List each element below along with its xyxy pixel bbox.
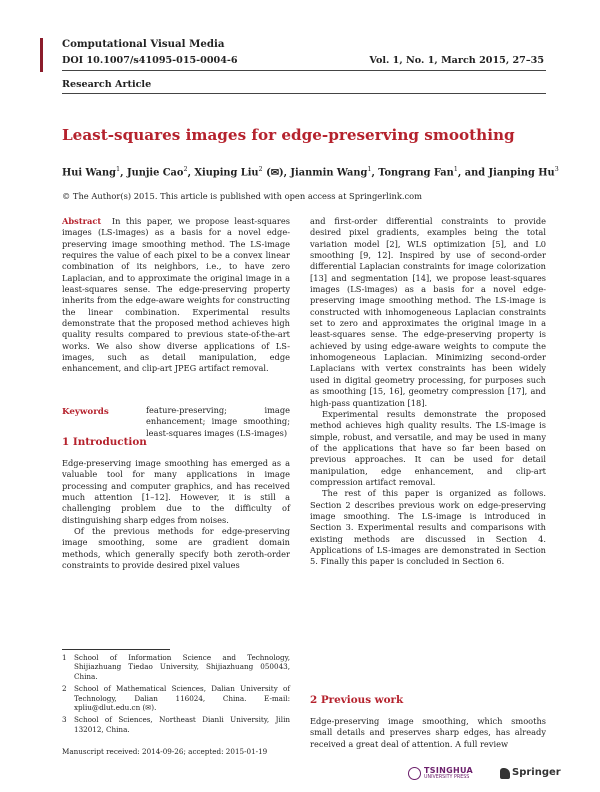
abstract-text: In this paper, we propose least-squares images (LS-images) as a basis for a novel edge-preserving image smoothing method. The LS-image requires the value of each pixel to be a convex linear combination of its neighbors, i.e., to have zero Laplacian, and to approximate the original image in a least-squares sense. The edge-preserving property inherits from the edge-aware weights for constructing the linear combination. Experimental results demonstrate that the proposed method achieves high quality results compared to previous state-of-the-art works. We also show diverse applications of LS-images, such as detail manipulation, edge enhancement, and clip-art JPEG artifact removal. xyxy=(62,216,290,374)
paper-title: Least-squares images for edge-preserving smoothing xyxy=(62,126,515,144)
author: Tongrang Fan xyxy=(378,167,454,179)
tsinghua-seal-icon xyxy=(408,767,421,780)
section-title-previous-work: 2 Previous work xyxy=(310,694,404,706)
abstract-label: Abstract xyxy=(62,216,102,226)
doi[interactable]: DOI 10.1007/s41095-015-0004-6 xyxy=(62,55,238,66)
author-list: Hui Wang$^1$, Junjie Cao$^2$, Xiuping Liu$^2$ (✉), Jianmin Wang$^1$, Tongrang Fan$^1$, and Jianping Hu$^3$ xyxy=(62,165,559,179)
copyright-line: © The Author(s) 2015. This article is published with open access at Springerlink.com xyxy=(62,191,423,201)
article-type-rule xyxy=(62,93,546,94)
author: Jianping Hu xyxy=(488,167,555,179)
article-type: Research Article xyxy=(62,79,152,90)
section-title-introduction: 1 Introduction xyxy=(62,436,147,448)
journal-name: Computational Visual Media xyxy=(62,38,225,50)
author-affiliation: 1 xyxy=(453,165,458,173)
author-affiliation: 2 xyxy=(258,165,263,173)
paragraph: Experimental results demonstrate the proposed method achieves high quality results. The LS-image is simple, robust, and versatile, and may be used in many of the applications that have so far been based on previous approaches. It can be used for detail manipulation, edge enhancement, and clip-art compression artifact removal. xyxy=(310,408,546,487)
previous-work-body xyxy=(310,716,546,750)
author: Hui Wang xyxy=(62,167,116,179)
author: Jianmin Wang xyxy=(290,167,368,179)
author: Junjie Cao xyxy=(126,167,184,179)
introduction-body xyxy=(62,458,290,571)
footnotes xyxy=(62,653,290,737)
keywords-label: Keywords xyxy=(62,407,109,417)
author-affiliation: 2 xyxy=(183,165,188,173)
footnote-rule xyxy=(62,649,170,650)
keywords-text: feature-preserving; image enhancement; image smoothing; least-squares images (LS-images) xyxy=(146,405,290,438)
footnote: 2 School of Mathematical Sciences, Dalian University of Technology, Dalian 116024, China. E-mail: xpliu@dlut.edu.cn (✉). xyxy=(62,684,290,713)
paragraph: Edge-preserving image smoothing has emerged as a valuable tool for many applications in image processing and computer graphics, and has received much attention [1–12]. However, it is still a challenging problem due to the difficulty of distinguishing sharp edges from noises. xyxy=(62,458,290,525)
paragraph: Of the previous methods for edge-preserving image smoothing, some are gradient domain methods, which generally specify both zeroth-order constraints to provide desired pixel values xyxy=(62,526,290,571)
author-affiliation: 3 xyxy=(554,165,559,173)
right-column-body xyxy=(310,216,546,568)
author: Xiuping Liu xyxy=(194,167,259,179)
header-rule xyxy=(62,70,546,71)
publisher-logos: TSINGHUA UNIVERSITY PRESS Springer xyxy=(408,766,548,786)
paragraph: Edge-preserving image smoothing, which smooths small details and preserves sharp edges, has already received a great deal of attention. A full review xyxy=(310,716,546,749)
corresponding-mail-icon[interactable]: (✉), xyxy=(262,167,291,179)
author-affiliation: 1 xyxy=(115,165,121,173)
paragraph: The rest of this paper is organized as follows. Section 2 describes previous work on edge-preserving image smoothing. The LS-image is introduced in Section 3. Experimental results and comparisons with existing methods are discussed in Section 4. Applications of LS-images are demonstrated in Section 5. Finally this paper is concluded in Section 6. xyxy=(310,488,546,567)
volume-info: Vol. 1, No. 1, March 2015, 27–35 xyxy=(369,55,544,66)
manuscript-dates: Manuscript received: 2014-09-26; accepted: 2015-01-19 xyxy=(62,747,268,756)
footnote: 1 School of Information Science and Technology, Shijiazhuang Tiedao University, Shijiazhuang 050043, China. xyxy=(62,653,290,681)
springer-horse-icon xyxy=(500,768,510,779)
abstract xyxy=(62,216,290,375)
footnote: 3 School of Sciences, Northeast Dianli University, Jilin 132012, China. xyxy=(62,715,290,734)
header-accent-bar xyxy=(40,38,43,72)
author-affiliation: 1 xyxy=(367,165,372,173)
paragraph: and first-order differential constraints to provide desired pixel gradients, examples being the total variation model [2], WLS optimization [5], and L0 smoothing [9, 12]. Inspired by use of second-order differential Laplacian constraints for image colorization [13] and segmentation [14], we propose least-squares images (LS-images) as a basis for a novel edge-preserving image smoothing method. The LS-image is constructed with inhomogeneous Laplacian constraints set to zero and approximates the original image in a least-squares sense. The edge-preserving property is achieved by using edge-aware weights to compute the inhomogeneous Laplacian. Minimizing second-order Laplacians with vertex constraints has been widely used in digital geometry processing, for purposes such as smoothing [15, 16], geometry compression [17], and high-pass quantization [18]. xyxy=(310,216,546,408)
